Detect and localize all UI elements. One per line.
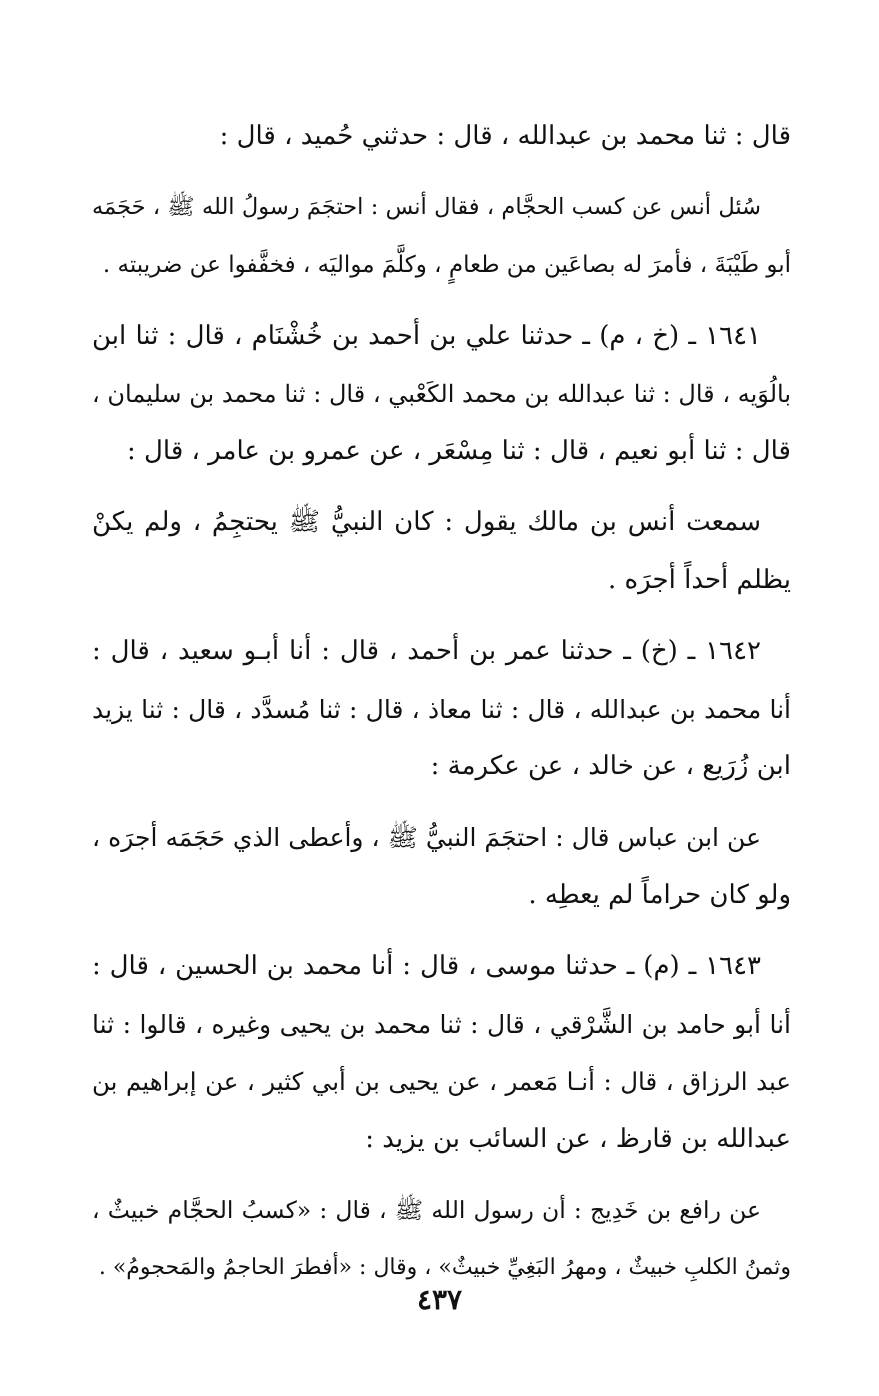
paragraph	[92, 308, 791, 480]
text-line: وثمنُ الكلبِ خبيثٌ ، ومهرُ البَغِيِّ خبيثٌ» ، وقال : «أفطرَ الحاجمُ والمَحجومُ» .	[98, 1255, 791, 1281]
text-line: سُئل أنس عن كسب الحجَّام ، فقال أنس : احتجَمَ رسولُ الله ﷺ ، حَجَمَه	[92, 194, 761, 221]
paragraph	[92, 108, 791, 165]
text-line: قال : ثنا أبو نعيم ، قال : ثنا مِسْعَر ، عن عمرو بن عامر ، قال :	[126, 436, 791, 467]
paragraph	[92, 1182, 791, 1297]
text-line: سمعت أنس بن مالك يقول : كان النبيُّ ﷺ يحتجِمُ ، ولم يكنْ	[92, 507, 761, 538]
text-line: ابن زُرَيع ، عن خالد ، عن عكرمة :	[430, 751, 791, 782]
text-line: أنا محمد بن عبدالله ، قال : ثنا معاذ ، قال : ثنا مُسدَّد ، قال : ثنا يزيد	[92, 694, 791, 724]
text-line: ١٦٤١ ـ (خ ، م) ـ حدثنا علي بن أحمد بن خُشْنَام ، قال : ثنا ابن	[92, 321, 761, 352]
paragraph	[92, 938, 791, 1168]
text-line: عن رافع بن خَدِيج : أن رسول الله ﷺ ، قال : «كسبُ الحجَّام خبيثٌ ،	[92, 1195, 761, 1224]
paragraph	[92, 809, 791, 924]
text-line: عبدالله بن قارظ ، عن السائب بن يزيد :	[365, 1123, 791, 1154]
text-line: ولو كان حراماً لم يعطِه .	[528, 879, 791, 910]
paragraph	[92, 179, 791, 294]
paragraph	[92, 623, 791, 795]
body-text	[92, 108, 791, 1311]
text-line: يظلم أحداً أجرَه .	[608, 564, 791, 595]
text-line: ١٦٤٢ ـ (خ) ـ حدثنا عمر بن أحمد ، قال : أنا أبـو سعيد ، قال :	[92, 636, 761, 667]
text-line: قال : ثنا محمد بن عبدالله ، قال : حدثني حُميد ، قال :	[219, 121, 791, 151]
text-line: عن ابن عباس قال : احتجَمَ النبيُّ ﷺ ، وأعطى الذي حَجَمَه أجرَه ،	[92, 823, 761, 853]
text-line: أبو طَيْبَةَ ، فأمرَ له بصاعَين من طعامٍ ، وكلَّمَ مواليَه ، فخفَّفوا عن ضريبته .	[102, 251, 791, 278]
paragraph	[92, 494, 791, 609]
text-line: عبد الرزاق ، قال : أنـا مَعمر ، عن يحيى بن أبي كثير ، عن إبراهيم بن	[92, 1067, 791, 1097]
text-line: أنا أبو حامد بن الشَّرْقي ، قال : ثنا محمد بن يحيى وغيره ، قالوا : ثنا	[92, 1009, 791, 1039]
page-number: ٤٣٧	[416, 1283, 463, 1316]
text-line: ١٦٤٣ ـ (م) ـ حدثنا موسى ، قال : أنا محمد بن الحسين ، قال :	[92, 951, 761, 982]
text-line: بالُوَيه ، قال : ثنا عبدالله بن محمد الكَعْبي ، قال : ثنا محمد بن سليمان ،	[92, 379, 791, 408]
